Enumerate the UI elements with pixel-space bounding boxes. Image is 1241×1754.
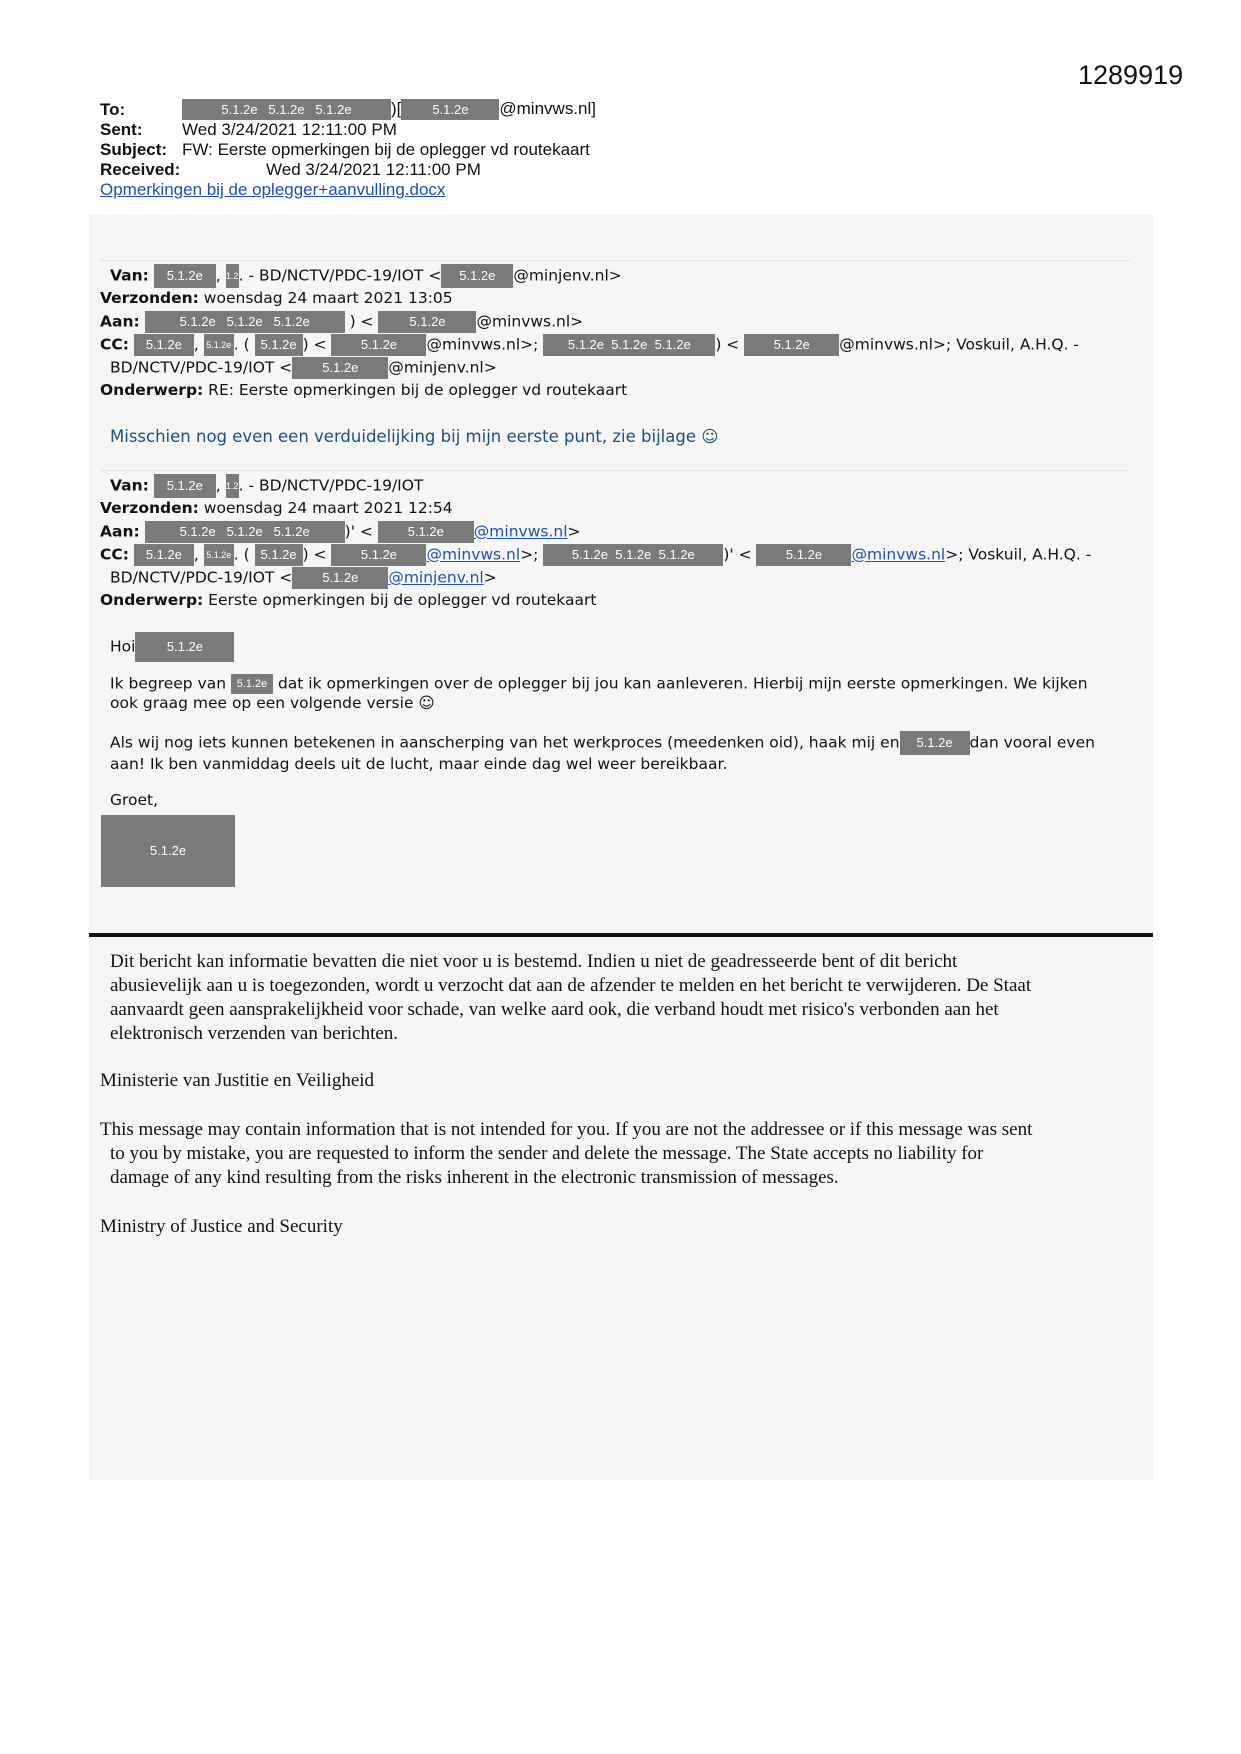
header-received-row bbox=[100, 160, 481, 180]
received-value: Wed 3/24/2021 12:11:00 PM bbox=[266, 160, 481, 179]
redacted-email: 5.1.2e bbox=[331, 334, 426, 356]
redacted-name: 5.1.2e bbox=[231, 674, 273, 694]
email2-cc-row: CC: 5.1.2e , 5.1.2e . ( 5.1.2e ) < 5.1.2e @minvws.nl>; 5.1.2e 5.1.2e 5.1.2e )' < 5.1.2e @minvws.nl>; Voskuil, A.H.Q. - bbox=[100, 544, 1091, 566]
redacted-name: 5.1.2e bbox=[154, 474, 216, 498]
redacted-email: 5.1.2e bbox=[441, 264, 513, 288]
greeting: Hoi bbox=[110, 637, 136, 656]
redacted-name: 5.1.2e bbox=[255, 544, 303, 566]
redacted-recipient-email: 5.1.2e bbox=[401, 99, 499, 120]
email1-van-row: Van: 5.1.2e , 1.2. - BD/NCTV/PDC-19/IOT < 5.1.2e @minjenv.nl> bbox=[110, 264, 622, 288]
onderwerp-value: RE: Eerste opmerkingen bij de oplegger vd routekaart bbox=[208, 381, 628, 399]
redacted-name: 5.1.2e bbox=[154, 264, 216, 288]
email1-cc-row-2 bbox=[110, 357, 497, 379]
aan-label: Aan: bbox=[100, 312, 140, 331]
email2-onderwerp-row bbox=[100, 590, 596, 610]
redacted-email: 5.1.2e bbox=[292, 357, 388, 379]
cc-tail: >; Voskuil, A.H.Q. - bbox=[945, 545, 1092, 564]
verzonden-label: Verzonden: bbox=[100, 499, 199, 517]
separator-line bbox=[100, 260, 1130, 261]
closing: Groet, bbox=[110, 791, 159, 809]
disclaimer-divider bbox=[89, 933, 1153, 937]
to-label: To: bbox=[100, 100, 126, 119]
verzonden-label: Verzonden: bbox=[100, 289, 199, 307]
cc-line2-email-link[interactable]: @minjenv.nl bbox=[388, 568, 484, 587]
redacted-recipient: 5.1.2e 5.1.2e 5.1.2e bbox=[543, 544, 723, 566]
cc-line2-domain: @minjenv.nl> bbox=[388, 358, 497, 377]
cc-line2-org: BD/NCTV/PDC-19/IOT < bbox=[110, 568, 293, 587]
redacted-recipient: 5.1.2e 5.1.2e 5.1.2e bbox=[145, 311, 345, 333]
sent-value: Wed 3/24/2021 12:11:00 PM bbox=[182, 120, 397, 139]
subject-value: FW: Eerste opmerkingen bij de oplegger vd routekaart bbox=[182, 140, 590, 159]
cc-domain-1: @minvws.nl>; bbox=[426, 335, 539, 354]
received-label: Received: bbox=[100, 160, 181, 179]
van-org: . - BD/NCTV/PDC-19/IOT bbox=[238, 476, 424, 495]
van-org: . - BD/NCTV/PDC-19/IOT < bbox=[238, 266, 442, 285]
van-label: Van: bbox=[110, 266, 149, 285]
ministry-en: Ministry of Justice and Security bbox=[100, 1216, 343, 1237]
separator-line bbox=[100, 470, 1130, 471]
redacted-name: 5.1.2e bbox=[900, 731, 970, 755]
cc-email-link-1[interactable]: @minvws.nl bbox=[426, 545, 521, 564]
redacted-recipient: 5.1.2e 5.1.2e 5.1.2e bbox=[543, 334, 715, 356]
header-subject-row bbox=[100, 140, 590, 160]
redacted-email: 5.1.2e bbox=[756, 544, 851, 566]
aan-email-link[interactable]: @minvws.nl bbox=[473, 522, 568, 541]
redacted-signature: 5.1.2e bbox=[101, 815, 235, 887]
email2-aan-row: Aan: 5.1.2e 5.1.2e 5.1.2e )' < 5.1.2e @minvws.nl> bbox=[100, 521, 581, 543]
email2-verzonden-row bbox=[100, 498, 453, 518]
aan-domain: @minvws.nl> bbox=[476, 312, 584, 331]
van-domain: @minjenv.nl> bbox=[513, 266, 622, 285]
attachment-link[interactable]: Opmerkingen bij de oplegger+aanvulling.docx bbox=[100, 180, 446, 199]
header-sent-row bbox=[100, 120, 397, 140]
redacted-initial: 1.2 bbox=[226, 474, 239, 498]
email1-body: Misschien nog even een verduidelijking bij mijn eerste punt, zie bijlage ☺ bbox=[110, 427, 719, 446]
redacted-name: 5.1.2e bbox=[255, 334, 303, 356]
onderwerp-label: Onderwerp: bbox=[100, 591, 204, 609]
cc-domain-2: @minvws.nl>; Voskuil, A.H.Q. - bbox=[839, 335, 1080, 354]
body-paragraph-2: Als wij nog iets kunnen betekenen in aanscherping van het werkproces (meedenken oid), haak mij en 5.1.2e dan vooral even aan! Ik ben vanmiddag deels uit de lucht, maar einde dag wel weer bereikbaar. bbox=[110, 731, 1120, 774]
redacted-recipient: 5.1.2e 5.1.2e 5.1.2e bbox=[182, 99, 391, 120]
cc-email-link-2[interactable]: @minvws.nl bbox=[851, 545, 946, 564]
onderwerp-label: Onderwerp: bbox=[100, 381, 204, 399]
email2-cc-row-2: BD/NCTV/PDC-19/IOT < 5.1.2e @minjenv.nl> bbox=[110, 567, 497, 589]
email1-onderwerp-row bbox=[100, 380, 627, 400]
sent-label: Sent: bbox=[100, 120, 143, 139]
redacted-recipient: 5.1.2e 5.1.2e 5.1.2e bbox=[145, 521, 345, 543]
onderwerp-value: Eerste opmerkingen bij de oplegger vd routekaart bbox=[208, 591, 597, 609]
redacted-name: 5.1.2e bbox=[204, 544, 234, 566]
body-paragraph-1: Ik begreep van 5.1.2e dat ik opmerkingen over de oplegger bij jou kan aanleveren. Hierbij mijn eerste opmerkingen. We kijken ook graag mee op een volgende versie ☺ bbox=[110, 674, 1088, 712]
verzonden-value: woensdag 24 maart 2021 12:54 bbox=[203, 499, 453, 517]
email-body-background bbox=[89, 215, 1153, 1480]
redacted-email: 5.1.2e bbox=[378, 521, 474, 543]
to-email-suffix: @minvws.nl] bbox=[499, 99, 596, 118]
header-to-row bbox=[100, 100, 125, 120]
redacted-name: 5.1.2e bbox=[134, 544, 194, 566]
email1-verzonden-row bbox=[100, 288, 453, 308]
redacted-initial: 1.2 bbox=[226, 264, 239, 288]
cc-label: CC: bbox=[100, 335, 129, 354]
verzonden-value: woensdag 24 maart 2021 13:05 bbox=[203, 289, 453, 307]
subject-label: Subject: bbox=[100, 140, 168, 159]
ministry-nl: Ministerie van Justitie en Veiligheid bbox=[100, 1070, 375, 1091]
redacted-email: 5.1.2e bbox=[292, 567, 388, 589]
greeting-row bbox=[110, 632, 234, 662]
disclaimer-dutch: Dit bericht kan informatie bevatten die niet voor u is bestemd. Indien u niet de geadresseerde bent of dit bericht abusievelijk aan u is toegezonden, wordt u verzocht dat aan de afzender te melden en het bericht te verwijderen. De Staat aanvaardt geen aansprakelijkheid voor schade, van welke aard ook, die verband houdt met risico's verbonden aan het elektronisch verzenden van berichten. bbox=[110, 951, 1032, 1044]
cc-line2-org: BD/NCTV/PDC-19/IOT < bbox=[110, 358, 293, 377]
redacted-email: 5.1.2e bbox=[331, 544, 426, 566]
disclaimer-english: This message may contain information that is not intended for you. If you are not the addressee or if this message was sent to you by mistake, you are requested to inform the sender and delete the message. The State accepts no liability for damage of any kind resulting from the risks inherent in the electronic transmission of messages. bbox=[100, 1119, 1033, 1188]
to-recipients: 5.1.2e 5.1.2e 5.1.2e )[ 5.1.2e @minvws.nl] bbox=[182, 99, 596, 120]
van-label: Van: bbox=[110, 476, 149, 495]
redacted-email: 5.1.2e bbox=[378, 311, 476, 333]
redacted-name: 5.1.2e bbox=[135, 632, 234, 662]
email1-aan-row: Aan: 5.1.2e 5.1.2e 5.1.2e ) < 5.1.2e @minvws.nl> bbox=[100, 311, 583, 333]
attachment-row bbox=[100, 180, 445, 200]
redacted-name: 5.1.2e bbox=[134, 334, 194, 356]
document-number: 1289919 bbox=[1078, 60, 1184, 90]
redacted-email: 5.1.2e bbox=[744, 334, 839, 356]
redacted-name: 5.1.2e bbox=[204, 334, 234, 356]
email1-cc-row: CC: 5.1.2e , 5.1.2e . ( 5.1.2e ) < 5.1.2e @minvws.nl>; 5.1.2e 5.1.2e 5.1.2e ) < 5.1.2e @minvws.nl>; Voskuil, A.H.Q. - bbox=[100, 334, 1079, 356]
cc-label: CC: bbox=[100, 545, 129, 564]
aan-label: Aan: bbox=[100, 522, 140, 541]
email2-van-row: Van: 5.1.2e , 1.2. - BD/NCTV/PDC-19/IOT bbox=[110, 474, 423, 498]
